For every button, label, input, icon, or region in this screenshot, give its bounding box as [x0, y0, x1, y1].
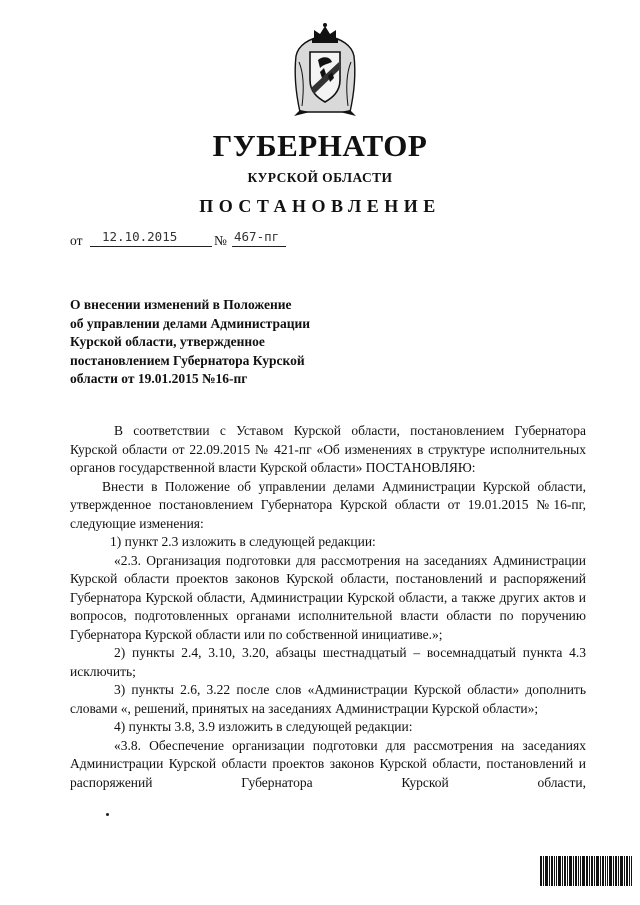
barcode-image [540, 856, 632, 886]
document-subject [70, 296, 390, 389]
body-paragraph: 2) пункты 2.4, 3.10, 3.20, абзацы шестнадцатый – восемнадцатый пункта 4.3 исключить; [70, 645, 586, 679]
body-paragraph: 3) пункты 2.6, 3.22 после слов «Администрации Курской области» дополнить словами «, решений, принятых на заседаниях Администрации Курской области»; [70, 682, 586, 716]
document-type: ПОСТАНОВЛЕНИЕ [199, 196, 441, 216]
body-paragraph: 4) пункты 3.8, 3.9 изложить в следующей редакции: [114, 719, 413, 734]
number-underline [232, 246, 286, 247]
governor-title: ГУБЕРНАТОР [212, 128, 428, 163]
subject-line: постановлением Губернатора Курской [70, 352, 305, 368]
body-paragraph: «2.3. Организация подготовки для рассмотрения на заседаниях Администрации Курской области проектов законов Курской области, постановлений и распоряжений Губернатора Курской области, Администрации Курской области, а также других актов и вопросов, подготовленных органами исполнительной власти области по поручению Губернатора Курской области или по собственной инициативе.»; [70, 552, 586, 642]
page-speck [106, 813, 109, 816]
body-paragraph: 1) пункт 2.3 изложить в следующей редакции: [110, 534, 376, 549]
coat-of-arms-emblem [290, 22, 360, 118]
body-paragraph: «3.8. Обеспечение организации подготовки для рассмотрения на заседаниях Администрации Курской области проектов законов Курской области, постановлений и распоряжений Губернатора Курской области, [70, 737, 586, 790]
number-value: 467-пг [234, 229, 280, 244]
subject-line: области от 19.01.2015 №16-пг [70, 371, 248, 386]
subject-line: Курской области, утвержденное [70, 334, 265, 349]
subject-line: О внесении изменений в Положение [70, 297, 292, 312]
body-paragraph: Внести в Положение об управлении делами Администрации Курской области, утвержденное постановлением Губернатора Курской области от 19.01.2015 №16-пг, следующие изменения: [70, 478, 586, 531]
region-name: КУРСКОЙ ОБЛАСТИ [247, 170, 393, 185]
date-value: 12.10.2015 [102, 229, 178, 244]
body-paragraph: В соответствии с Уставом Курской области, постановлением Губернатора Курской области от 22.09.2015 № 421-пг «Об изменениях в структуре исполнительных органов государственной власти Курской области» ПОСТАНОВЛЯЮ: [70, 423, 586, 475]
date-underline [90, 246, 212, 247]
number-label: № [214, 233, 227, 248]
subject-line: об управлении делами Администрации [70, 315, 311, 331]
date-label: от [70, 233, 83, 248]
document-body [70, 422, 586, 792]
